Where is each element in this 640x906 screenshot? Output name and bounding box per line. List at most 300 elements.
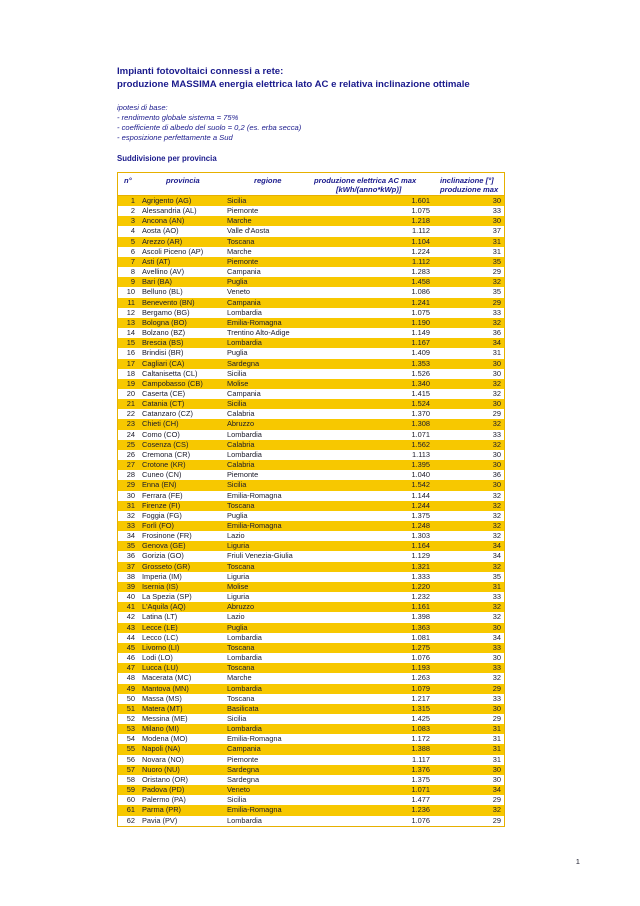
row-number: 47: [126, 663, 135, 673]
production-value: 1.248: [411, 521, 430, 530]
row-number: 6: [130, 246, 135, 256]
region-name: Abruzzo: [227, 602, 255, 612]
table-row: [118, 755, 504, 765]
region-name: Calabria: [227, 439, 255, 449]
row-number: 41: [126, 602, 135, 612]
tilt-value: 30: [492, 449, 501, 459]
province-table: [117, 172, 505, 827]
production-value: 1.190: [411, 317, 430, 327]
production-value: 1.370: [411, 409, 430, 419]
row-number: 50: [126, 693, 135, 703]
region-name: Emilia-Romagna: [227, 805, 282, 815]
tilt-value: 32: [492, 612, 501, 622]
province-name: Cagliari (CA): [142, 358, 185, 368]
province-name: L'Aquila (AQ): [142, 602, 186, 612]
region-name: Lombardia: [227, 724, 262, 734]
row-number: 26: [126, 449, 135, 459]
tilt-value: 32: [492, 602, 501, 612]
header-provincia: provincia: [166, 176, 200, 185]
table-row: [118, 521, 504, 531]
table-row: [118, 643, 504, 653]
table-row: [118, 257, 504, 267]
document-title: Impianti fotovoltaici connessi a rete:: [117, 66, 284, 77]
row-number: 19: [126, 378, 135, 388]
tilt-value: 30: [492, 653, 501, 663]
tilt-value: 32: [492, 439, 501, 449]
production-value: 1.315: [411, 703, 430, 713]
tilt-value: 30: [492, 399, 501, 409]
province-name: Firenze (FI): [142, 500, 181, 510]
tilt-value: 31: [492, 724, 501, 734]
region-name: Lombardia: [227, 429, 262, 439]
table-row: [118, 694, 504, 704]
tilt-value: 30: [492, 774, 501, 784]
production-value: 1.363: [411, 622, 430, 632]
production-value: 1.218: [411, 216, 430, 226]
production-value: 1.129: [411, 551, 430, 561]
region-name: Lazio: [227, 612, 245, 622]
production-value: 1.340: [411, 378, 430, 388]
tilt-value: 32: [492, 510, 501, 520]
tilt-value: 32: [492, 531, 501, 541]
province-name: Caltanisetta (CL): [142, 368, 198, 378]
table-row: [118, 277, 504, 287]
row-number: 23: [126, 419, 135, 429]
table-row: [118, 623, 504, 633]
production-value: 1.601: [411, 196, 430, 205]
table-row: [118, 338, 504, 348]
region-name: Toscana: [227, 642, 255, 652]
region-name: Toscana: [227, 500, 255, 510]
tilt-value: 30: [492, 622, 501, 632]
row-number: 34: [126, 531, 135, 541]
row-number: 10: [126, 287, 135, 297]
row-number: 56: [126, 754, 135, 764]
region-name: Emilia-Romagna: [227, 317, 282, 327]
production-value: 1.303: [411, 531, 430, 541]
production-value: 1.376: [411, 764, 430, 774]
region-name: Lombardia: [227, 307, 262, 317]
region-name: Puglia: [227, 348, 248, 358]
region-name: Lombardia: [227, 653, 262, 663]
region-name: Marche: [227, 216, 252, 226]
region-name: Veneto: [227, 785, 251, 795]
province-name: Catanzaro (CZ): [142, 409, 193, 419]
table-row: [118, 328, 504, 338]
province-name: Cosenza (CS): [142, 439, 189, 449]
province-name: Macerata (MC): [142, 673, 192, 683]
production-value: 1.526: [411, 368, 430, 378]
province-name: Chieti (CH): [142, 419, 179, 429]
tilt-value: 32: [492, 419, 501, 429]
production-value: 1.040: [411, 470, 430, 480]
production-value: 1.164: [411, 541, 430, 551]
row-number: 27: [126, 460, 135, 470]
table-row: [118, 216, 504, 226]
tilt-value: 34: [492, 551, 501, 561]
row-number: 55: [126, 744, 135, 754]
tilt-value: 36: [492, 328, 501, 338]
province-name: Aosta (AO): [142, 226, 179, 236]
header-regione: regione: [254, 176, 282, 185]
table-row: [118, 816, 504, 826]
tilt-value: 32: [492, 805, 501, 815]
province-name: Arezzo (AR): [142, 236, 183, 246]
region-name: Molise: [227, 581, 249, 591]
region-name: Toscana: [227, 663, 255, 673]
province-name: Caserta (CE): [142, 388, 186, 398]
row-number: 39: [126, 581, 135, 591]
tilt-value: 30: [492, 368, 501, 378]
region-name: Campania: [227, 267, 261, 277]
region-name: Liguria: [227, 592, 250, 602]
production-value: 1.075: [411, 307, 430, 317]
row-number: 25: [126, 439, 135, 449]
table-row: [118, 714, 504, 724]
production-value: 1.217: [411, 693, 430, 703]
tilt-value: 29: [492, 713, 501, 723]
province-name: Brindisi (BR): [142, 348, 184, 358]
region-name: Campania: [227, 744, 261, 754]
region-name: Marche: [227, 673, 252, 683]
tilt-value: 30: [492, 216, 501, 226]
header-inclinazione: inclinazione [°]: [440, 176, 494, 185]
table-row: [118, 440, 504, 450]
region-name: Molise: [227, 378, 249, 388]
production-value: 1.076: [411, 653, 430, 663]
table-row: [118, 287, 504, 297]
production-value: 1.224: [411, 246, 430, 256]
production-value: 1.542: [411, 480, 430, 490]
province-name: Cuneo (CN): [142, 470, 182, 480]
document-subtitle: produzione MASSIMA energia elettrica lato AC e relativa inclinazione ottimale: [117, 79, 470, 90]
region-name: Basilicata: [227, 703, 259, 713]
row-number: 5: [130, 236, 135, 246]
table-row: [118, 419, 504, 429]
tilt-value: 36: [492, 470, 501, 480]
region-name: Sardegna: [227, 358, 260, 368]
tilt-value: 34: [492, 541, 501, 551]
row-number: 28: [126, 470, 135, 480]
tilt-value: 31: [492, 236, 501, 246]
table-row: [118, 196, 504, 206]
production-value: 1.071: [411, 429, 430, 439]
region-name: Emilia-Romagna: [227, 490, 282, 500]
region-name: Toscana: [227, 561, 255, 571]
table-row: [118, 379, 504, 389]
tilt-value: 30: [492, 480, 501, 490]
tilt-value: 30: [492, 703, 501, 713]
production-value: 1.076: [411, 815, 430, 825]
table-row: [118, 592, 504, 602]
region-name: Piemonte: [227, 256, 259, 266]
region-name: Toscana: [227, 693, 255, 703]
tilt-value: 34: [492, 632, 501, 642]
table-row: [118, 541, 504, 551]
production-value: 1.375: [411, 774, 430, 784]
table-row: [118, 511, 504, 521]
table-row: [118, 704, 504, 714]
tilt-value: 32: [492, 490, 501, 500]
row-number: 49: [126, 683, 135, 693]
table-body: [118, 196, 504, 826]
province-name: Matera (MT): [142, 703, 183, 713]
table-row: [118, 734, 504, 744]
province-name: Ferrara (FE): [142, 490, 183, 500]
table-row: [118, 673, 504, 683]
table-row: [118, 501, 504, 511]
tilt-value: 31: [492, 744, 501, 754]
region-name: Sicilia: [227, 713, 247, 723]
section-title: Suddivisione per provincia: [117, 154, 217, 163]
production-value: 1.562: [411, 439, 430, 449]
row-number: 22: [126, 409, 135, 419]
province-name: Nuoro (NU): [142, 764, 180, 774]
row-number: 24: [126, 429, 135, 439]
region-name: Emilia-Romagna: [227, 521, 282, 530]
production-value: 1.415: [411, 388, 430, 398]
region-name: Calabria: [227, 409, 255, 419]
tilt-value: 37: [492, 226, 501, 236]
region-name: Sicilia: [227, 399, 247, 409]
row-number: 58: [126, 774, 135, 784]
table-row: [118, 369, 504, 379]
province-name: Como (CO): [142, 429, 180, 439]
table-row: [118, 430, 504, 440]
province-name: Forlì (FO): [142, 521, 175, 530]
production-value: 1.172: [411, 734, 430, 744]
tilt-value: 29: [492, 409, 501, 419]
production-value: 1.409: [411, 348, 430, 358]
table-row: [118, 226, 504, 236]
tilt-value: 32: [492, 317, 501, 327]
region-name: Puglia: [227, 510, 248, 520]
table-row: [118, 765, 504, 775]
tilt-value: 29: [492, 815, 501, 825]
province-name: Imperia (IM): [142, 571, 182, 581]
production-value: 1.075: [411, 206, 430, 216]
row-number: 36: [126, 551, 135, 561]
tilt-value: 35: [492, 571, 501, 581]
row-number: 13: [126, 317, 135, 327]
province-name: Livorno (LI): [142, 642, 180, 652]
region-name: Sicilia: [227, 196, 247, 205]
production-value: 1.275: [411, 642, 430, 652]
province-name: Cremona (CR): [142, 449, 191, 459]
table-row: [118, 663, 504, 673]
production-value: 1.375: [411, 510, 430, 520]
header-n: n°: [124, 176, 132, 185]
row-number: 35: [126, 541, 135, 551]
province-name: Lodi (LO): [142, 653, 173, 663]
production-value: 1.283: [411, 267, 430, 277]
row-number: 59: [126, 785, 135, 795]
table-row: [118, 298, 504, 308]
production-value: 1.144: [411, 490, 430, 500]
tilt-value: 32: [492, 277, 501, 287]
tilt-value: 30: [492, 196, 501, 205]
region-name: Friuli Venezia-Giulia: [227, 551, 293, 561]
province-name: Benevento (BN): [142, 297, 195, 307]
page-number: 1: [575, 857, 580, 866]
tilt-value: 33: [492, 429, 501, 439]
row-number: 9: [130, 277, 135, 287]
row-number: 1: [130, 196, 135, 205]
table-row: [118, 450, 504, 460]
province-name: Pavia (PV): [142, 815, 178, 825]
province-name: La Spezia (SP): [142, 592, 192, 602]
row-number: 32: [126, 510, 135, 520]
table-row: [118, 805, 504, 815]
region-name: Sicilia: [227, 795, 247, 805]
row-number: 2: [130, 206, 135, 216]
row-number: 38: [126, 571, 135, 581]
production-value: 1.167: [411, 338, 430, 348]
table-row: [118, 551, 504, 561]
row-number: 33: [126, 521, 135, 530]
tilt-value: 34: [492, 338, 501, 348]
tilt-value: 29: [492, 267, 501, 277]
row-number: 40: [126, 592, 135, 602]
row-number: 14: [126, 328, 135, 338]
hypothesis-line: - rendimento globale sistema = 75%: [117, 113, 239, 122]
tilt-value: 31: [492, 754, 501, 764]
region-name: Puglia: [227, 622, 248, 632]
province-name: Catania (CT): [142, 399, 185, 409]
table-row: [118, 531, 504, 541]
tilt-value: 29: [492, 683, 501, 693]
row-number: 30: [126, 490, 135, 500]
province-name: Agrigento (AG): [142, 196, 192, 205]
table-row: [118, 318, 504, 328]
production-value: 1.425: [411, 713, 430, 723]
production-value: 1.244: [411, 500, 430, 510]
production-value: 1.398: [411, 612, 430, 622]
row-number: 18: [126, 368, 135, 378]
region-name: Lombardia: [227, 815, 262, 825]
table-row: [118, 612, 504, 622]
row-number: 15: [126, 338, 135, 348]
row-number: 57: [126, 764, 135, 774]
production-value: 1.086: [411, 287, 430, 297]
tilt-value: 33: [492, 693, 501, 703]
hypothesis-line: - esposizione perfettamente a Sud: [117, 133, 233, 142]
region-name: Abruzzo: [227, 419, 255, 429]
table-row: [118, 633, 504, 643]
province-name: Alessandria (AL): [142, 206, 197, 216]
region-name: Emilia-Romagna: [227, 734, 282, 744]
region-name: Lazio: [227, 531, 245, 541]
region-name: Trentino Alto-Adige: [227, 328, 290, 338]
province-name: Lecce (LE): [142, 622, 178, 632]
province-name: Frosinone (FR): [142, 531, 192, 541]
row-number: 62: [126, 815, 135, 825]
production-value: 1.161: [411, 602, 430, 612]
production-value: 1.117: [412, 754, 430, 764]
region-name: Sardegna: [227, 764, 260, 774]
table-row: [118, 724, 504, 734]
production-value: 1.220: [411, 581, 430, 591]
tilt-value: 32: [492, 673, 501, 683]
province-name: Padova (PD): [142, 785, 185, 795]
production-value: 1.241: [411, 297, 430, 307]
tilt-value: 30: [492, 764, 501, 774]
tilt-value: 33: [492, 663, 501, 673]
province-name: Grosseto (GR): [142, 561, 191, 571]
province-name: Belluno (BL): [142, 287, 183, 297]
tilt-value: 32: [492, 388, 501, 398]
province-name: Gorizia (GO): [142, 551, 184, 561]
row-number: 7: [130, 256, 135, 266]
row-number: 3: [130, 216, 135, 226]
table-row: [118, 308, 504, 318]
table-row: [118, 470, 504, 480]
table-header: [118, 173, 504, 196]
tilt-value: 31: [492, 734, 501, 744]
region-name: Piemonte: [227, 470, 259, 480]
row-number: 20: [126, 388, 135, 398]
region-name: Liguria: [227, 541, 250, 551]
province-name: Modena (MO): [142, 734, 188, 744]
row-number: 8: [130, 267, 135, 277]
production-value: 1.321: [411, 561, 430, 571]
province-name: Bari (BA): [142, 277, 172, 287]
production-value: 1.232: [411, 592, 430, 602]
production-value: 1.458: [411, 277, 430, 287]
province-name: Campobasso (CB): [142, 378, 203, 388]
production-value: 1.193: [411, 663, 430, 673]
table-row: [118, 684, 504, 694]
production-value: 1.081: [411, 632, 430, 642]
province-name: Foggia (FG): [142, 510, 182, 520]
tilt-value: 29: [492, 795, 501, 805]
region-name: Lombardia: [227, 632, 262, 642]
table-row: [118, 775, 504, 785]
production-value: 1.333: [411, 571, 430, 581]
province-name: Bolzano (BZ): [142, 328, 186, 338]
province-name: Lucca (LU): [142, 663, 179, 673]
table-row: [118, 653, 504, 663]
production-value: 1.149: [411, 328, 430, 338]
province-name: Mantova (MN): [142, 683, 189, 693]
region-name: Campania: [227, 297, 261, 307]
province-name: Asti (AT): [142, 256, 171, 266]
table-row: [118, 267, 504, 277]
header-produzione: produzione elettrica AC max: [314, 176, 417, 185]
region-name: Calabria: [227, 460, 255, 470]
row-number: 17: [126, 358, 135, 368]
province-name: Oristano (OR): [142, 774, 188, 784]
row-number: 21: [126, 399, 135, 409]
province-name: Napoli (NA): [142, 744, 181, 754]
province-name: Ancona (AN): [142, 216, 185, 226]
production-value: 1.263: [411, 673, 430, 683]
row-number: 12: [126, 307, 135, 317]
province-name: Avellino (AV): [142, 267, 185, 277]
tilt-value: 34: [492, 785, 501, 795]
region-name: Lombardia: [227, 683, 262, 693]
province-name: Crotone (KR): [142, 460, 186, 470]
table-row: [118, 348, 504, 358]
region-name: Sicilia: [227, 368, 247, 378]
table-row: [118, 602, 504, 612]
production-value: 1.104: [411, 236, 430, 246]
hypothesis-line: - coefficiente di albedo del suolo = 0,2 (es. erba secca): [117, 123, 302, 132]
row-number: 4: [130, 226, 135, 236]
region-name: Valle d'Aosta: [227, 226, 270, 236]
region-name: Campania: [227, 388, 261, 398]
row-number: 44: [126, 632, 135, 642]
